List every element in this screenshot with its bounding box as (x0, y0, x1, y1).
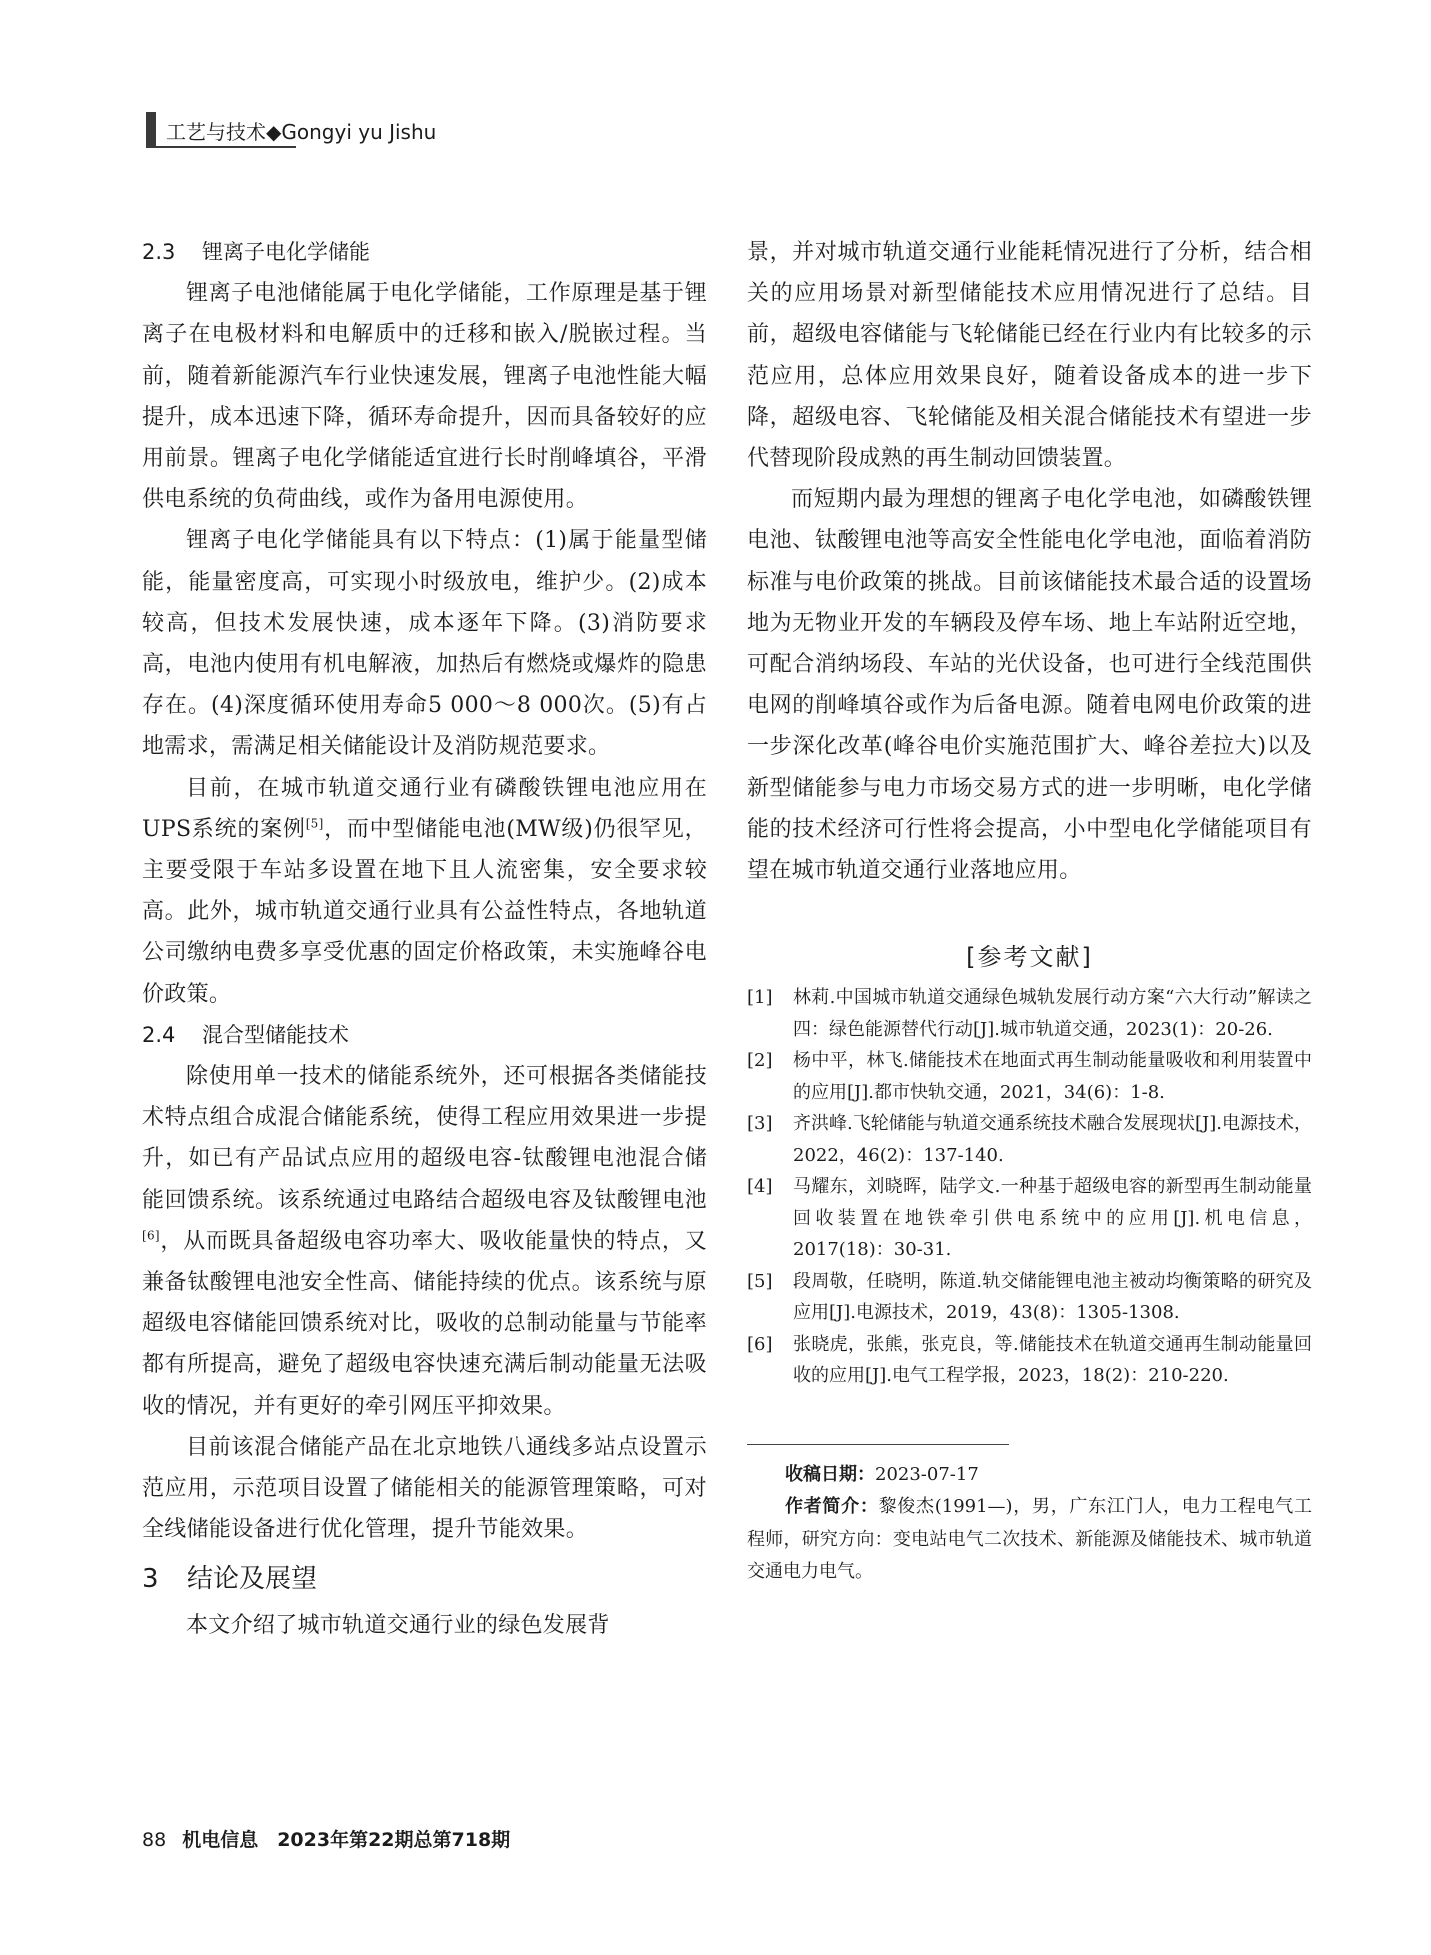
section-title: 结论及展望 (187, 1563, 318, 1594)
paragraph: 本文介绍了城市轨道交通行业的绿色发展背 (186, 1612, 610, 1638)
paragraph (142, 1056, 707, 1427)
reference-number: [3] (747, 1113, 773, 1135)
author-value: 黎俊杰(1991—)，男，广东江门人，电力工程电气工程师，研究方向：变电站电气二次技术、新能源及储能技术、城市轨道交通电力电气。 (747, 1496, 1312, 1583)
reference-item (747, 982, 1312, 1045)
paragraph-text: 目前，在城市轨道交通行业有磷酸铁锂电池应用在UPS系统的案例 (142, 775, 707, 842)
reference-item (747, 1329, 1312, 1392)
reference-item (747, 1045, 1312, 1108)
reference-number: [6] (747, 1333, 773, 1355)
left-column (142, 232, 707, 1646)
section-title: 锂离子电化学储能 (202, 240, 370, 264)
received-date (747, 1459, 1312, 1492)
reference-text: 张晓虎，张熊，张克良，等.储能技术在轨道交通再生制动能量回收的应用[J].电气工程学报，2023，18(2)：210-220. (793, 1333, 1312, 1387)
paragraph: 而短期内最为理想的锂离子电化学电池，如磷酸铁锂电池、钛酸锂电池等高安全性能电化学电池，面临着消防标准与电价政策的挑战。目前该储能技术最合适的设置场地为无物业开发的车辆段及停车场、地上车站附近空地，可配合消纳场段、车站的光伏设备，也可进行全线范围供电网的削峰填谷或作为后备电源。随着电网电价政策的进一步深化改革(峰谷电价实施范围扩大、峰谷差拉大)以及新型储能参与电力市场交易方式的进一步明晰，电化学储能的技术经济可行性将会提高，小中型电化学储能项目有望在城市轨道交通行业落地应用。 (747, 487, 1312, 884)
reference-number: [1] (747, 987, 773, 1009)
section-heading-2-4 (142, 1015, 707, 1056)
reference-number: [2] (747, 1050, 773, 1072)
header-underline (146, 146, 296, 148)
citation-5: [5] (305, 816, 324, 831)
references-title: [参考文献] (966, 943, 1093, 972)
received-value: 2023-07-17 (875, 1463, 979, 1485)
section-number: 2.3 (142, 240, 176, 264)
paragraph: 目前该混合储能产品在北京地铁八通线多站点设置示范应用，示范项目设置了储能相关的能源管理策略，可对全线储能设备进行优化管理，提升节能效果。 (142, 1434, 707, 1543)
header-text: 工艺与技术◆Gongyi yu Jishu (166, 120, 437, 144)
paragraph: 锂离子电池储能属于电化学储能，工作原理是基于锂离子在电极材料和电解质中的迁移和嵌入/脱嵌过程。当前，随着新能源汽车行业快速发展，锂离子电池性能大幅提升，成本迅速下降，循环寿命提升，因而具备较好的应用前景。锂离子电化学储能适宜进行长时削峰填谷，平滑供电系统的负荷曲线，或作为备用电源使用。 (142, 281, 707, 513)
received-label: 收稿日期： (785, 1463, 875, 1485)
reference-item (747, 1171, 1312, 1266)
reference-text: 林莉.中国城市轨道交通绿色城轨发展行动方案“六大行动”解读之四：绿色能源替代行动[J].城市轨道交通，2023(1)：20-26. (793, 987, 1312, 1040)
author-bio (747, 1491, 1312, 1589)
paragraph-text: 除使用单一技术的储能系统外，还可根据各类储能技术特点组合成混合储能系统，使得工程应用效果进一步提升，如已有产品试点应用的超级电容-钛酸锂电池混合储能回馈系统。该系统通过电路结合超级电容及钛酸锂电池 (142, 1064, 707, 1213)
paragraph-text: ，从而既具备超级电容功率大、吸收能量快的特点，又兼备钛酸锂电池安全性高、储能持续的优点。该系统与原超级电容储能回馈系统对比，吸收的总制动能量与节能率都有所提高，避免了超级电容快速充满后制动能量无法吸收的情况，并有更好的牵引网压平抑效果。 (142, 1228, 707, 1419)
reference-text: 马耀东，刘晓晖，陆学文.一种基于超级电容的新型再生制动能量回收装置在地铁牵引供电系统中的应用[J].机电信息，2017(18)：30-31. (793, 1176, 1312, 1261)
reference-text: 齐洪峰.飞轮储能与轨道交通系统技术融合发展现状[J].电源技术，2022，46(2)：137-140. (793, 1113, 1312, 1166)
paragraph (142, 768, 707, 1015)
reference-item (747, 1108, 1312, 1171)
section-number: 3 (142, 1563, 159, 1594)
reference-text: 段周敬，任晓明，陈道.轨交储能锂电池主被动均衡策略的研究及应用[J].电源技术，2019，43(8)：1305-1308. (793, 1270, 1312, 1324)
section-number: 2.4 (142, 1022, 176, 1047)
header-bar (146, 112, 156, 146)
footnote-separator (747, 1444, 1009, 1445)
reference-item (747, 1266, 1312, 1329)
journal-issue: 机电信息 2023年第22期总第718期 (182, 1829, 511, 1851)
paragraph: 锂离子电化学储能具有以下特点：(1)属于能量型储能，能量密度高，可实现小时级放电，维护少。(2)成本较高，但技术发展快速，成本逐年下降。(3)消防要求高，电池内使用有机电解液，加热后有燃烧或爆炸的隐患存在。(4)深度循环使用寿命5 000～8 000次。(5)有占地需求，需满足相关储能设计及消防规范要求。 (142, 528, 707, 760)
reference-text: 杨中平，林飞.储能技术在地面式再生制动能量吸收和利用装置中的应用[J].都市快轨交通，2021，34(6)：1-8. (793, 1050, 1312, 1103)
paragraph-text: ，而中型储能电池(MW级)仍很罕见，主要受限于车站多设置在地下且人流密集，安全要求较高。此外，城市轨道交通行业具有公益性特点，各地轨道公司缴纳电费多享受优惠的固定价格政策，未实施峰谷电价政策。 (142, 816, 707, 1007)
section-heading-2-3 (142, 232, 707, 273)
section-title: 混合型储能技术 (202, 1022, 349, 1047)
reference-number: [5] (747, 1270, 773, 1292)
page-number: 88 (142, 1829, 167, 1851)
section-heading-3 (142, 1553, 707, 1605)
paragraph: 景，并对城市轨道交通行业能耗情况进行了分析，结合相关的应用场景对新型储能技术应用情况进行了总结。目前，超级电容储能与飞轮储能已经在行业内有比较多的示范应用，总体应用效果良好，随着设备成本的进一步下降，超级电容、飞轮储能及相关混合储能技术有望进一步代替现阶段成熟的再生制动回馈装置。 (747, 240, 1312, 472)
reference-number: [4] (747, 1176, 773, 1198)
page-footer (142, 1825, 510, 1852)
author-label: 作者简介： (785, 1496, 879, 1518)
citation-6: [6] (142, 1228, 160, 1243)
right-column (747, 232, 1312, 1589)
